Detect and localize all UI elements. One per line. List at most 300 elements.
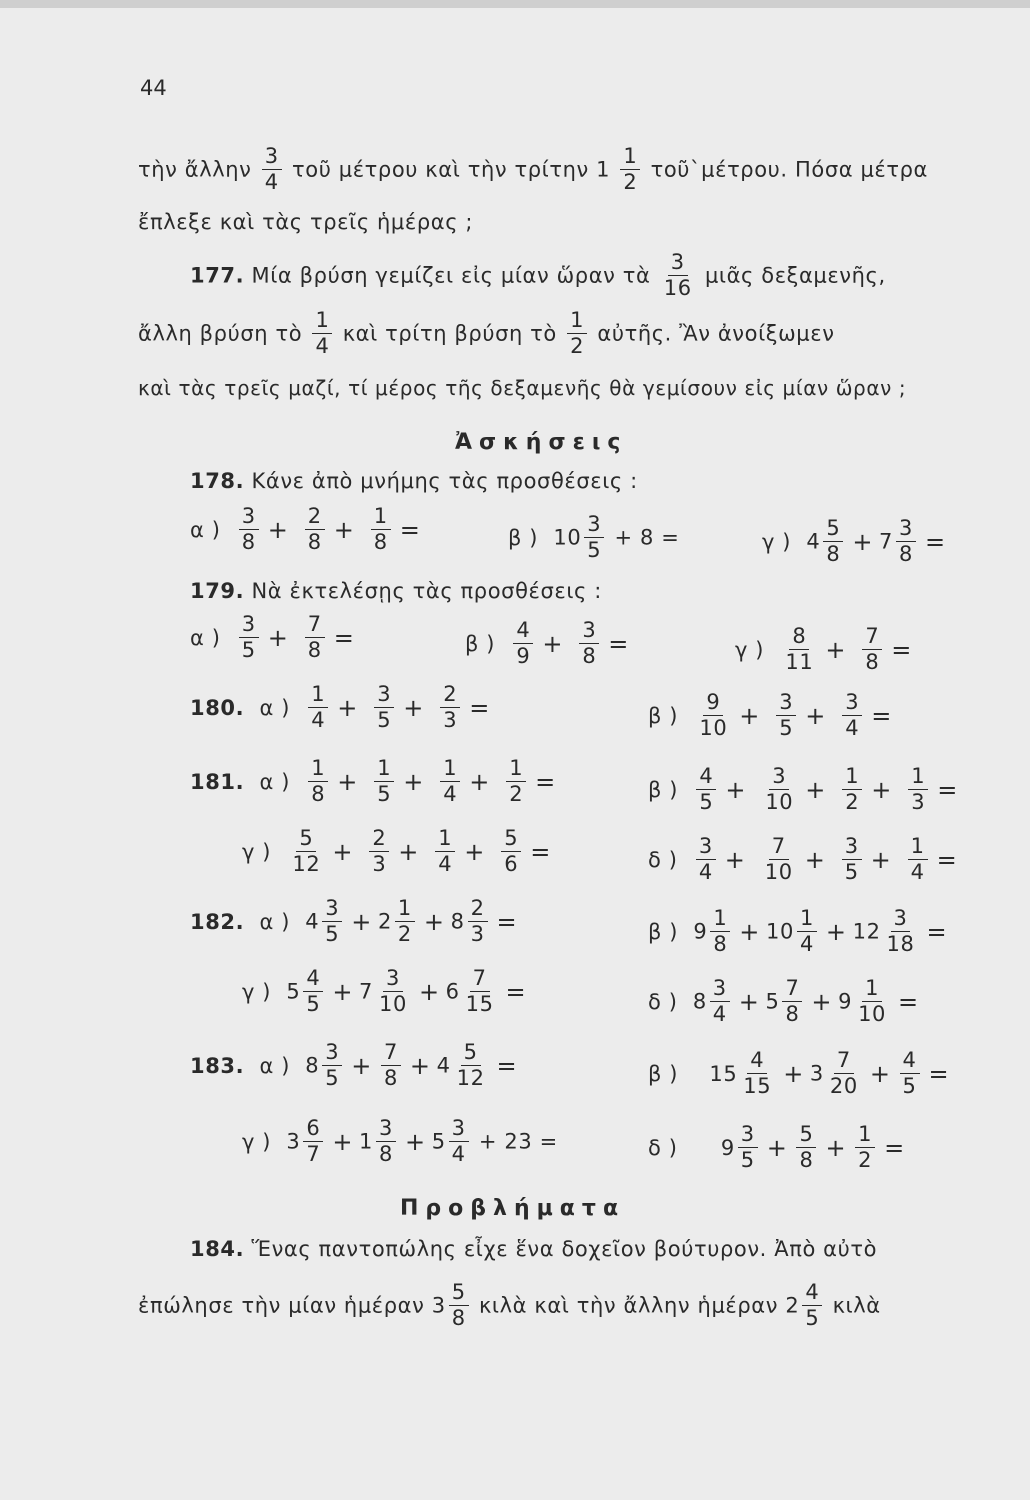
equals-sign: = [496, 907, 518, 936]
fraction [896, 518, 916, 565]
fraction [796, 1124, 816, 1171]
fraction [584, 514, 604, 561]
fraction [900, 1050, 920, 1097]
denominator: 2 [623, 170, 638, 194]
fraction [440, 684, 460, 731]
numerator: 1 [374, 758, 394, 782]
numerator: 3 [239, 614, 259, 638]
denominator: 10 [699, 716, 728, 740]
fraction [289, 828, 323, 875]
fraction [782, 626, 816, 673]
numerator: 3 [449, 1118, 469, 1142]
denominator: 8 [307, 530, 322, 554]
p177-l1-pre: Μία βρύση γεμίζει εἰς μίαν ὥραν τὰ [251, 263, 651, 288]
denominator: 8 [383, 1066, 398, 1090]
denominator: 3 [470, 922, 485, 946]
numerator: 3 [842, 836, 862, 860]
expression-text: 5 [431, 1129, 446, 1154]
fraction [823, 518, 843, 565]
expression-text: β ) [508, 525, 539, 550]
ex181-a [190, 758, 562, 805]
numerator: 5 [823, 518, 843, 542]
numerator: 3 [776, 692, 796, 716]
denominator: 4 [698, 860, 713, 884]
denominator: 4 [264, 170, 279, 194]
numerator: 3 [262, 146, 282, 170]
plus-sign: + [418, 977, 440, 1006]
expression-text: 2 [377, 909, 392, 934]
numerator: 2 [440, 684, 460, 708]
problem-number: 184. [190, 1237, 245, 1261]
plus-sign: + [739, 701, 760, 730]
fraction [738, 1124, 758, 1171]
numerator: 7 [305, 614, 325, 638]
plus-sign: + [351, 1051, 372, 1080]
denominator: 5 [844, 860, 859, 884]
expression-text: + 8 = [614, 525, 680, 550]
denominator: 5 [325, 1066, 340, 1090]
fraction [710, 978, 730, 1025]
expression-text: 9 [720, 1135, 735, 1160]
numerator: 2 [305, 506, 325, 530]
expression-text: α ) [259, 769, 291, 794]
equals-sign: = [608, 629, 630, 658]
fraction [303, 968, 323, 1015]
p177-l2a: ἄλλη βρύση τὸ [138, 321, 303, 346]
ex178-g [762, 518, 952, 565]
p184-line1 [190, 1236, 877, 1261]
denominator: 18 [886, 932, 915, 956]
heading-exercises: Ἀσκήσεις [455, 430, 628, 455]
numerator: 1 [567, 310, 587, 334]
denominator: 8 [582, 644, 597, 668]
expression-text: γ ) [735, 637, 765, 662]
fraction [369, 828, 389, 875]
denominator: 4 [845, 716, 860, 740]
denominator: 12 [292, 852, 321, 876]
ex180-b [648, 692, 898, 739]
denominator: 20 [829, 1074, 858, 1098]
fraction [855, 1124, 875, 1171]
plus-sign: + [825, 917, 847, 946]
denominator: 5 [306, 992, 321, 1016]
exercise-number: 178. [190, 469, 245, 493]
plus-sign: + [423, 907, 445, 936]
plus-sign: + [738, 987, 760, 1016]
expression-text: 9 [838, 989, 853, 1014]
plus-sign: + [332, 977, 354, 1006]
numerator: 1 [440, 758, 460, 782]
denominator: 3 [911, 790, 926, 814]
equals-sign: = [884, 1133, 905, 1162]
expression-text: 9 [693, 919, 708, 944]
numerator: 5 [461, 1042, 481, 1066]
fraction [908, 836, 928, 883]
p184-line2 [138, 1282, 881, 1329]
fraction [710, 908, 730, 955]
plus-sign: + [724, 845, 746, 874]
numerator: 9 [703, 692, 723, 716]
denominator: 5 [902, 1074, 917, 1098]
fraction [513, 620, 533, 667]
numerator: 5 [296, 828, 316, 852]
denominator: 5 [241, 638, 256, 662]
p176-pre: τὴν ἄλλην [138, 157, 252, 182]
numerator: 4 [303, 968, 323, 992]
numerator: 4 [696, 766, 716, 790]
expression-text: 7 [879, 529, 894, 554]
fraction [463, 968, 497, 1015]
denominator: 4 [315, 334, 330, 358]
denominator: 8 [373, 530, 388, 554]
fraction [440, 758, 460, 805]
plus-sign: + [267, 515, 289, 544]
denominator: 8 [241, 530, 256, 554]
numerator: 4 [513, 620, 533, 644]
denominator: 9 [516, 644, 531, 668]
numerator: 3 [668, 252, 688, 276]
fraction [449, 1118, 469, 1165]
plus-sign: + [409, 1051, 431, 1080]
ex180-a [190, 684, 496, 731]
expression-text: 4 [305, 909, 320, 934]
p176-line1 [138, 146, 928, 193]
expression-text: α ) [259, 1053, 291, 1078]
ex182-d [648, 978, 925, 1025]
denominator: 10 [765, 790, 794, 814]
fraction [696, 692, 730, 739]
fraction [305, 614, 325, 661]
equals-sign: = [871, 701, 892, 730]
fraction [782, 978, 802, 1025]
exercise-number: 179. [190, 579, 245, 603]
denominator: 2 [845, 790, 860, 814]
p177-line1 [190, 252, 886, 299]
numerator: 3 [842, 692, 862, 716]
denominator: 8 [826, 542, 841, 566]
fraction [842, 836, 862, 883]
plus-sign: + [332, 837, 354, 866]
expression-text: β ) [648, 919, 679, 944]
fraction [661, 252, 695, 299]
numerator: 3 [383, 968, 403, 992]
ex183-a [190, 1042, 523, 1089]
numerator: 1 [855, 1124, 875, 1148]
p177-l2b: καὶ τρίτη βρύση τὸ [342, 321, 557, 346]
problem-number: 177. [190, 263, 245, 288]
equals-sign: = [898, 987, 919, 1016]
fraction [827, 1050, 861, 1097]
fraction [908, 766, 928, 813]
numerator: 5 [449, 1282, 469, 1306]
numerator: 7 [862, 626, 882, 650]
expression-text: α ) [259, 695, 291, 720]
fraction [620, 146, 640, 193]
fraction [308, 758, 328, 805]
p176-post: τοῦ`μέτρου. Πόσα μέτρα [650, 157, 928, 182]
fraction [371, 506, 391, 553]
ex182-a [190, 898, 523, 945]
numerator: 8 [789, 626, 809, 650]
expression-text: 15 [709, 1061, 738, 1086]
plus-sign: + [739, 917, 761, 946]
numerator: 3 [891, 908, 911, 932]
ex178-instruction: Κάνε ἀπὸ μνήμης τὰς προσθέσεις : [251, 469, 638, 493]
fraction [797, 908, 817, 955]
expression-text: δ ) [648, 1135, 678, 1160]
fraction [884, 908, 918, 955]
numerator: 3 [376, 1118, 396, 1142]
ex178-b [508, 514, 679, 561]
denominator: 8 [307, 638, 322, 662]
denominator: 11 [785, 650, 814, 674]
numerator: 3 [738, 1124, 758, 1148]
expression-text: 181. [190, 769, 245, 794]
ex179-b [465, 620, 635, 667]
denominator: 7 [306, 1142, 321, 1166]
fraction [696, 836, 716, 883]
numerator: 1 [862, 978, 882, 1002]
denominator: 2 [570, 334, 585, 358]
plus-sign: + [542, 629, 564, 658]
expression-text: Ἕνας παντοπώλης εἶχε ἕνα δοχεῖον βούτυρον. Ἀπὸ αὐτὸ [251, 1237, 878, 1261]
numerator: 1 [797, 908, 817, 932]
fraction [239, 506, 259, 553]
denominator: 8 [785, 1002, 800, 1026]
ex182-b [648, 908, 953, 955]
expression-text: 5 [765, 989, 780, 1014]
fraction [501, 828, 521, 875]
numerator: 1 [908, 836, 928, 860]
plus-sign: + [804, 845, 826, 874]
page-top-shadow [0, 0, 1030, 8]
denominator: 2 [397, 922, 412, 946]
denominator: 8 [899, 542, 913, 566]
expression-text: γ ) [242, 979, 272, 1004]
denominator: 10 [858, 1002, 887, 1026]
expression-text: 1 [359, 1129, 374, 1154]
expression-text: 4 [806, 529, 821, 554]
expression-text: β ) [648, 777, 679, 802]
denominator: 5 [805, 1306, 820, 1330]
ex183-g [242, 1118, 558, 1165]
plus-sign: + [766, 1133, 788, 1162]
denominator: 8 [865, 650, 880, 674]
numerator: 1 [842, 766, 862, 790]
ex178-a [190, 506, 426, 553]
equals-sign: = [936, 845, 958, 874]
expression-text: γ ) [762, 529, 792, 554]
expression-text: 8 [305, 1053, 320, 1078]
denominator: 5 [699, 790, 714, 814]
p177-l2c: αὐτῆς. Ἂν ἀνοίξωμεν [597, 321, 835, 346]
equals-sign: = [937, 775, 958, 804]
equals-sign: = [505, 977, 527, 1006]
expression-text: α ) [259, 909, 291, 934]
expression-text: 4 [436, 1053, 451, 1078]
denominator: 5 [587, 538, 602, 562]
plus-sign: + [825, 1133, 847, 1162]
numerator: 1 [371, 506, 391, 530]
expression-text: 12 [852, 919, 881, 944]
numerator: 3 [710, 978, 730, 1002]
denominator: 5 [325, 922, 340, 946]
fraction [762, 836, 796, 883]
ex181-g [242, 828, 557, 875]
denominator: 8 [311, 782, 326, 806]
numerator: 2 [369, 828, 389, 852]
expression-text: α ) [190, 517, 221, 542]
fraction [303, 1118, 323, 1165]
ex178-instruction-line [190, 468, 638, 493]
expression-text: γ ) [242, 1129, 272, 1154]
numerator: 3 [322, 1042, 342, 1066]
expression-text: κιλὰ [832, 1293, 881, 1318]
plus-sign: + [870, 845, 892, 874]
equals-sign: = [333, 623, 355, 652]
numerator: 1 [908, 766, 928, 790]
fraction [239, 614, 259, 661]
numerator: 2 [468, 898, 488, 922]
expression-text: κιλὰ καὶ τὴν ἄλλην ἡμέραν 2 [478, 1293, 800, 1318]
equals-sign: = [530, 837, 551, 866]
numerator: 7 [834, 1050, 854, 1074]
plus-sign: + [404, 1127, 426, 1156]
ex183-b [648, 1050, 955, 1097]
numerator: 1 [710, 908, 730, 932]
numerator: 7 [782, 978, 802, 1002]
numerator: 3 [239, 506, 259, 530]
numerator: 1 [395, 898, 415, 922]
fraction [506, 758, 526, 805]
fraction [381, 1042, 401, 1089]
equals-sign: = [928, 1059, 950, 1088]
numerator: 7 [769, 836, 789, 860]
numerator: 6 [303, 1118, 323, 1142]
fraction [395, 898, 415, 945]
expression-text: 10 [553, 525, 582, 550]
denominator: 2 [858, 1148, 873, 1172]
expression-text: 10 [766, 919, 794, 944]
denominator: 5 [377, 782, 392, 806]
expression-text: 183. [190, 1053, 245, 1078]
fraction [579, 620, 599, 667]
denominator: 4 [712, 1002, 727, 1026]
denominator: 2 [509, 782, 524, 806]
plus-sign: + [783, 1059, 804, 1088]
denominator: 4 [311, 708, 326, 732]
expression-text: 3 [286, 1129, 301, 1154]
plus-sign: + [725, 775, 747, 804]
ex183-d [648, 1124, 911, 1171]
fraction [376, 1118, 396, 1165]
fraction [842, 692, 862, 739]
numerator: 3 [584, 514, 604, 538]
plus-sign: + [351, 907, 372, 936]
fraction [308, 684, 328, 731]
numerator: 5 [501, 828, 521, 852]
expression-text: β ) [648, 1061, 679, 1086]
fraction [696, 766, 716, 813]
expression-text: 5 [286, 979, 301, 1004]
expression-text: 6 [445, 979, 460, 1004]
denominator: 8 [379, 1142, 393, 1166]
expression-text: β ) [648, 703, 679, 728]
numerator: 1 [312, 310, 332, 334]
expression-text: 8 [692, 989, 707, 1014]
denominator: 5 [377, 708, 392, 732]
fraction [322, 898, 342, 945]
ex182-g [242, 968, 532, 1015]
plus-sign: + [267, 623, 289, 652]
ex179-a [190, 614, 360, 661]
fraction [740, 1050, 774, 1097]
plus-sign: + [398, 837, 419, 866]
denominator: 4 [451, 1142, 466, 1166]
expression-text: + 23 = [478, 1129, 558, 1154]
expression-text: δ ) [648, 989, 678, 1014]
plus-sign: + [811, 987, 833, 1016]
denominator: 8 [799, 1148, 814, 1172]
numerator: 7 [381, 1042, 401, 1066]
fraction [454, 1042, 488, 1089]
numerator: 3 [374, 684, 394, 708]
numerator: 4 [802, 1282, 822, 1306]
expression-text: 180. [190, 695, 245, 720]
plus-sign: + [871, 775, 892, 804]
numerator: 1 [620, 146, 640, 170]
plus-sign: + [337, 693, 358, 722]
denominator: 5 [779, 716, 794, 740]
fraction [776, 692, 796, 739]
numerator: 3 [579, 620, 599, 644]
fraction [305, 506, 325, 553]
fraction [374, 684, 394, 731]
plus-sign: + [805, 701, 826, 730]
fraction [855, 978, 889, 1025]
heading-problems: Προβλήματα [400, 1196, 626, 1221]
ex181-b [648, 766, 964, 813]
plus-sign: + [869, 1059, 891, 1088]
denominator: 15 [743, 1074, 772, 1098]
plus-sign: + [403, 767, 424, 796]
numerator: 1 [506, 758, 526, 782]
fraction [468, 898, 488, 945]
expression-text: γ ) [242, 839, 272, 864]
denominator: 4 [443, 782, 458, 806]
plus-sign: + [469, 767, 490, 796]
equals-sign: = [924, 527, 946, 556]
numerator: 7 [470, 968, 490, 992]
denominator: 3 [443, 708, 458, 732]
expression-text: 3 [809, 1061, 824, 1086]
plus-sign: + [333, 515, 355, 544]
numerator: 5 [796, 1124, 816, 1148]
denominator: 4 [438, 852, 453, 876]
numerator: 3 [322, 898, 342, 922]
equals-sign: = [469, 693, 490, 722]
numerator: 1 [435, 828, 455, 852]
numerator: 4 [747, 1050, 767, 1074]
denominator: 8 [451, 1306, 466, 1330]
denominator: 5 [740, 1148, 755, 1172]
fraction [842, 766, 862, 813]
plus-sign: + [403, 693, 424, 722]
p176-line2: ἔπλεξε καὶ τὰς τρεῖς ἡμέρας ; [138, 210, 474, 234]
expression-text: α ) [190, 625, 221, 650]
numerator: 1 [308, 758, 328, 782]
page-number: 44 [140, 76, 167, 100]
